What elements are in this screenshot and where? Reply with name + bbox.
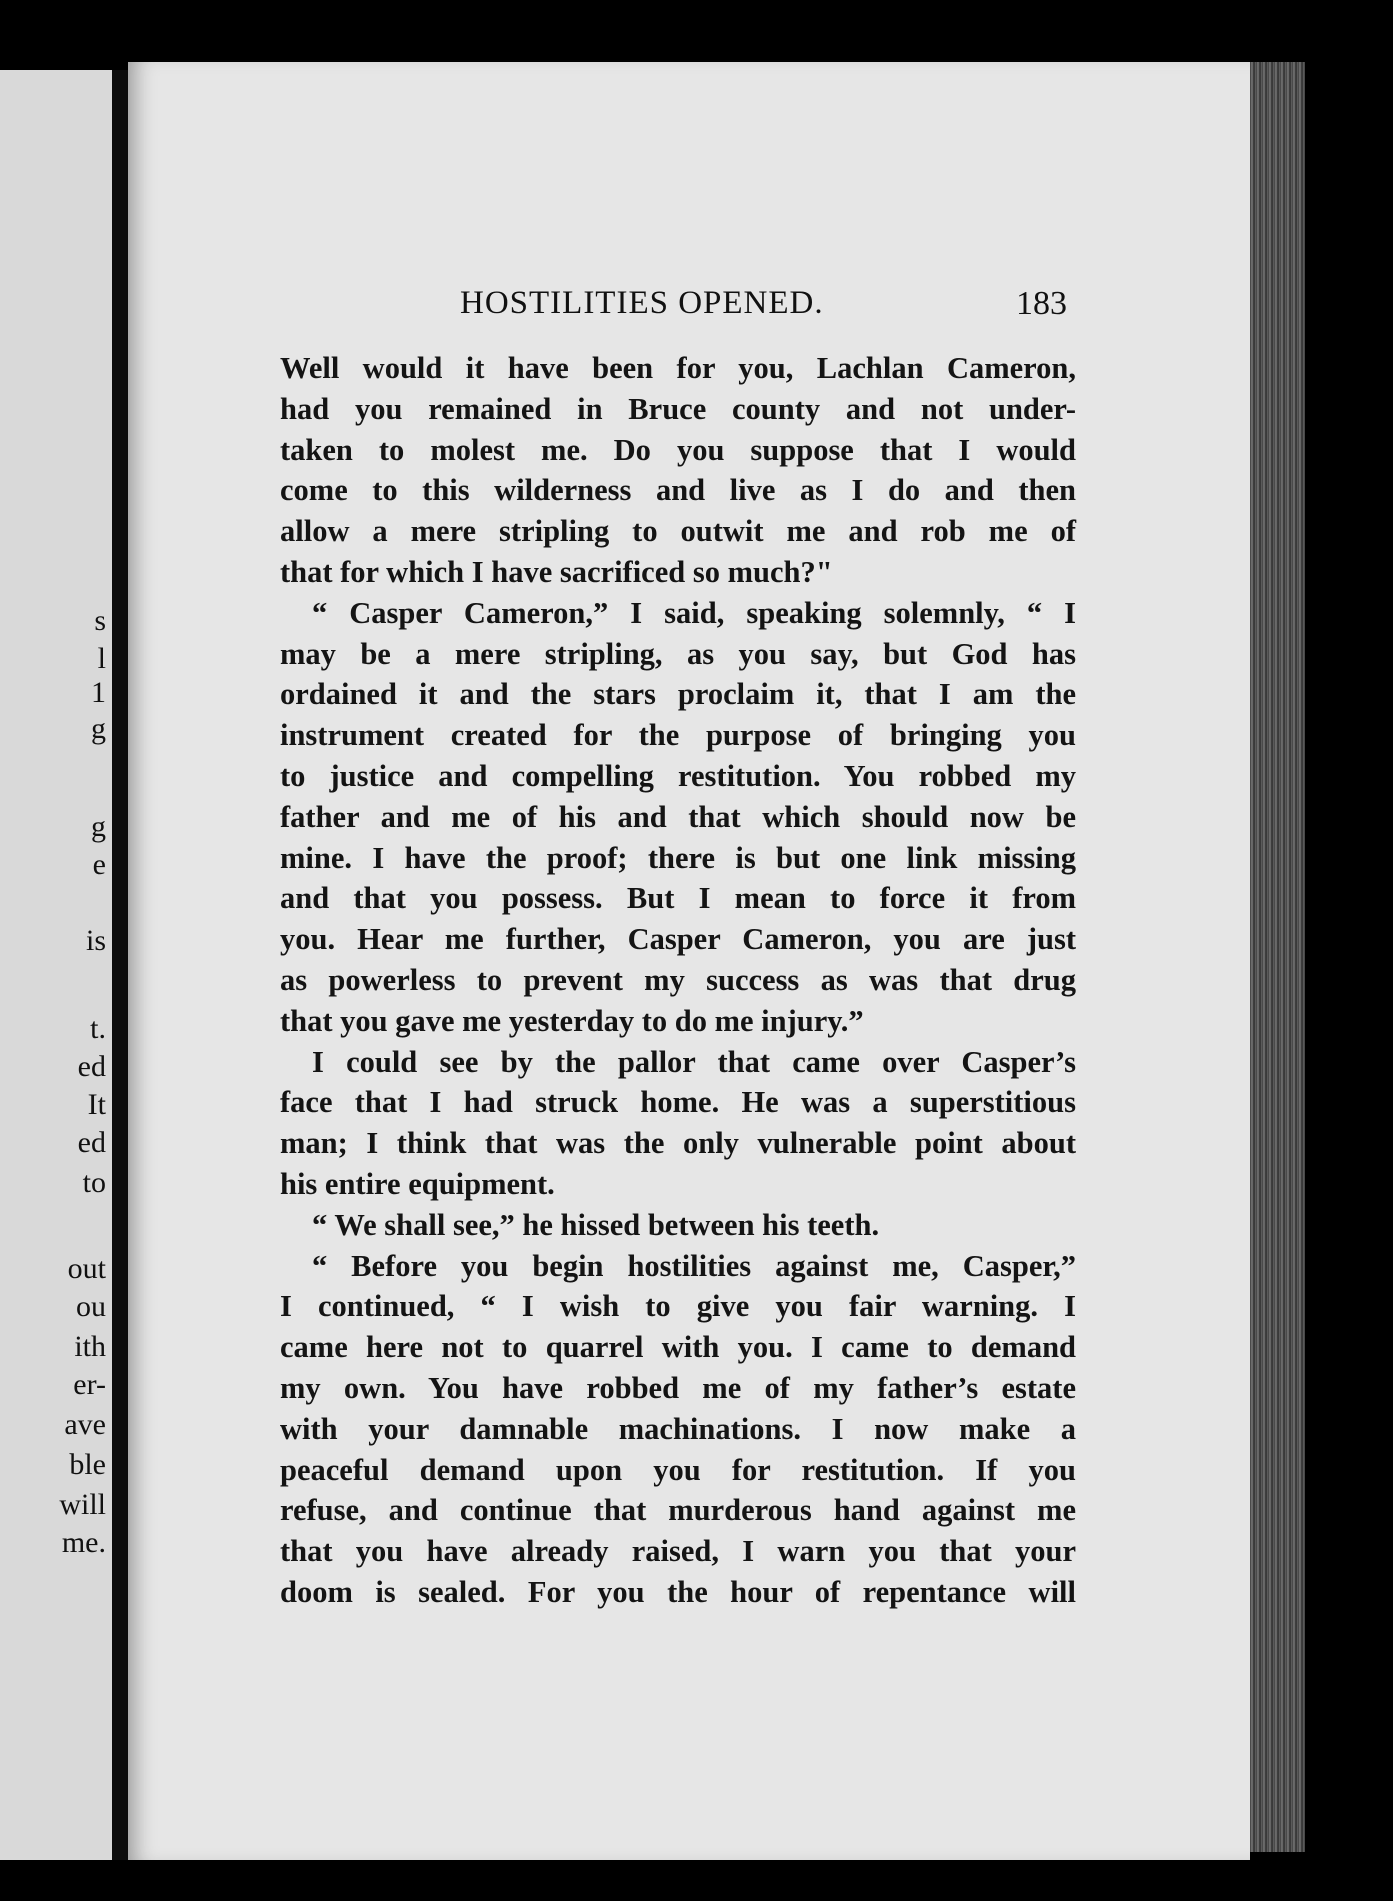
previous-page-fragment: ou	[76, 1290, 106, 1323]
text-line: that for which I have sacrificed so much?"	[280, 554, 833, 589]
text-line: I continued, “ I wish to give you fair warning. I	[280, 1289, 1076, 1324]
text-line: “ We shall see,” he hissed between his teeth.	[312, 1207, 880, 1242]
text-line: Well would it have been for you, Lachlan Cameron,	[280, 351, 1076, 385]
previous-page-fragment: g	[91, 712, 106, 745]
book-page	[128, 62, 1250, 1860]
previous-page-fragment: er-	[73, 1368, 106, 1401]
previous-page-fragment: t.	[90, 1012, 106, 1045]
text-line: with your damnable machinations. I now make a	[280, 1411, 1076, 1446]
previous-page-fragment: to	[82, 1166, 106, 1199]
text-line: “ Casper Cameron,” I said, speaking solemnly, “ I	[312, 595, 1076, 630]
text-line: that you gave me yesterday to do me injury.”	[280, 1003, 864, 1038]
previous-page-fragment: s	[94, 604, 106, 637]
previous-page-fragment: will	[59, 1488, 106, 1521]
text-line: father and me of his and that which should now be	[280, 799, 1076, 834]
previous-page-fragment: ble	[69, 1448, 106, 1481]
text-line: came here not to quarrel with you. I came to demand	[280, 1330, 1076, 1365]
page-number: 183	[1016, 285, 1067, 322]
previous-page-fragment: ed	[77, 1126, 106, 1159]
text-line: allow a mere stripling to outwit me and rob me of	[280, 514, 1076, 549]
previous-page-fragment: l	[97, 642, 106, 675]
text-line: and that you possess. But I mean to force it from	[280, 881, 1076, 916]
running-header	[128, 227, 1250, 322]
text-line: face that I had struck home. He was a superstitious	[280, 1085, 1076, 1120]
previous-page-fragment: ave	[64, 1408, 106, 1441]
text-line: that you have already raised, I warn you that your	[280, 1534, 1076, 1569]
text-line: I could see by the pallor that came over Casper’s	[312, 1044, 1076, 1079]
text-line: man; I think that was the only vulnerable point about	[280, 1126, 1076, 1161]
book-page-edges	[1250, 62, 1305, 1852]
text-line: may be a mere stripling, as you say, but God has	[280, 636, 1076, 671]
text-line: mine. I have the proof; there is but one link missing	[280, 840, 1076, 875]
text-line: instrument created for the purpose of bringing you	[280, 718, 1076, 753]
text-line: his entire equipment.	[280, 1166, 555, 1201]
text-line: ordained it and the stars proclaim it, that I am the	[280, 677, 1076, 712]
previous-page-fragment: g	[91, 810, 106, 843]
text-line: you. Hear me further, Casper Cameron, you are just	[280, 922, 1076, 957]
text-line: “ Before you begin hostilities against me, Casper,”	[312, 1248, 1076, 1283]
text-line: had you remained in Bruce county and not under-	[280, 391, 1076, 426]
previous-page-fragment: is	[85, 924, 106, 957]
running-title: HOSTILITIES OPENED.	[460, 285, 824, 321]
text-line: come to this wilderness and live as I do and then	[280, 473, 1076, 508]
body-text	[280, 348, 1076, 1613]
text-line: my own. You have robbed me of my father’s estate	[280, 1370, 1076, 1405]
previous-page-fragment: 1	[91, 676, 106, 709]
previous-page-fragment: ith	[74, 1330, 106, 1363]
previous-page-fragment: me.	[61, 1526, 106, 1559]
previous-page-sliver	[0, 70, 112, 1860]
previous-page-fragment: ed	[77, 1050, 106, 1083]
text-line: to justice and compelling restitution. You robbed my	[280, 758, 1076, 793]
previous-page-fragment: e	[92, 848, 106, 881]
text-line: refuse, and continue that murderous hand against me	[280, 1493, 1076, 1528]
text-line: as powerless to prevent my success as was that drug	[280, 962, 1076, 997]
text-line: peaceful demand upon you for restitution. If you	[280, 1452, 1076, 1487]
text-line: taken to molest me. Do you suppose that I would	[280, 432, 1076, 467]
previous-page-fragment: out	[67, 1252, 106, 1285]
previous-page-fragment: It	[87, 1088, 106, 1121]
text-line: doom is sealed. For you the hour of repentance will	[280, 1574, 1076, 1609]
